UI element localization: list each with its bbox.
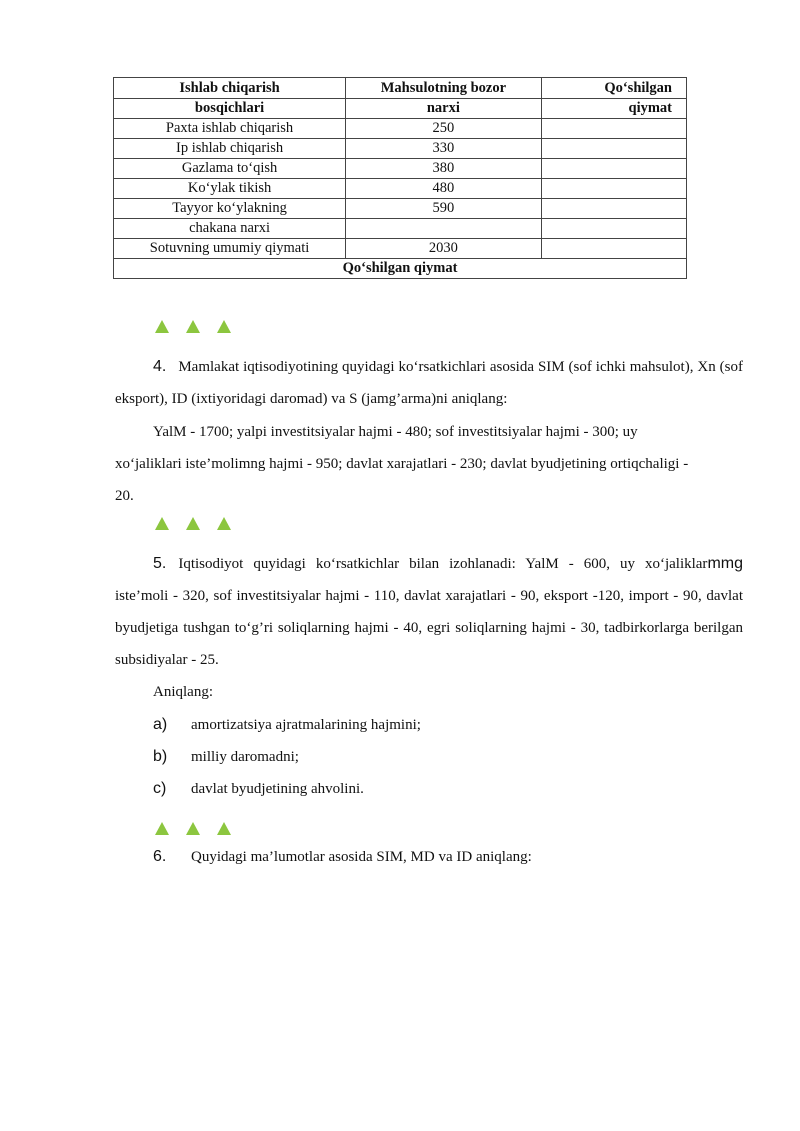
list-item: [153, 773, 364, 805]
table-cell: 330: [346, 139, 542, 159]
table-cell: Paxta ishlab chiqarish: [114, 119, 346, 139]
table-header-cell: Mahsulotning bozor: [346, 78, 542, 99]
separator-triangles: [155, 516, 231, 532]
table-cell: Tayyor ko‘ylakning: [114, 199, 346, 219]
value-added-table: [113, 77, 687, 279]
table-cell: [541, 219, 686, 239]
table-cell: 590: [346, 199, 542, 219]
triangle-icon: [217, 822, 231, 835]
list-item-text: davlat byudjetining ahvolini.: [191, 781, 364, 797]
table-header-cell: narxi: [346, 99, 542, 119]
problem-4-data-line: xo‘jaliklari iste’molimng hajmi - 950; davlat xarajatlari - 230; davlat byudjetining ortiqchaligi -: [115, 456, 689, 472]
table-cell: [541, 139, 686, 159]
triangle-icon: [186, 320, 200, 333]
table-cell: Ko‘ylak tikish: [114, 179, 346, 199]
table-footer-cell: Qo‘shilgan qiymat: [114, 259, 687, 279]
problem-statement: iste’moli - 320, sof investitsiyalar hajmi - 110, davlat xarajatlari - 90, eksport -120, import - 90, davlat byudjetiga tushgan to‘g’ri soliqlarning hajmi - 40, egri soliqlarning hajmi - 30, tadbirkorlarga berilgan subsidiyalar - 25.: [115, 588, 743, 668]
list-marker: c): [153, 780, 167, 797]
table-cell: [541, 179, 686, 199]
problem-statement: Quyidagi ma’lumotlar asosida SIM, MD va ID aniqlang:: [191, 849, 532, 865]
table-header-cell: Ishlab chiqarish: [114, 78, 346, 99]
problem-6-text: [153, 841, 532, 873]
table-cell: 480: [346, 179, 542, 199]
table-cell: Ip ishlab chiqarish: [114, 139, 346, 159]
table-cell: [541, 239, 686, 259]
table-header-cell: bosqichlari: [114, 99, 346, 119]
list-item: [153, 741, 299, 773]
table-row: [114, 199, 687, 219]
table-cell: [346, 219, 542, 239]
table-row: [114, 179, 687, 199]
table-cell: Sotuvning umumiy qiymati: [114, 239, 346, 259]
problem-4-data-line: 20.: [115, 488, 134, 504]
table-header-cell: qiymat: [541, 99, 686, 119]
table-header-row: [114, 99, 687, 119]
table-cell: [541, 159, 686, 179]
problem-number: 6.: [153, 848, 167, 865]
table-row: [114, 159, 687, 179]
table-header-cell: Qo‘shilgan: [541, 78, 686, 99]
triangle-icon: [217, 320, 231, 333]
table-cell: chakana narxi: [114, 219, 346, 239]
problem-4-text: [115, 351, 743, 415]
problem-5-ask: Aniqlang:: [153, 684, 213, 700]
table-cell: [541, 199, 686, 219]
table-cell: 380: [346, 159, 542, 179]
triangle-icon: [155, 517, 169, 530]
table-cell: 250: [346, 119, 542, 139]
triangle-icon: [155, 320, 169, 333]
problem-number: 4.: [153, 358, 167, 375]
table-row: [114, 239, 687, 259]
problem-5-text: [115, 548, 743, 676]
separator-triangles: [155, 821, 231, 837]
triangle-icon: [186, 822, 200, 835]
table-row: [114, 119, 687, 139]
table-header-row: [114, 78, 687, 99]
list-marker: a): [153, 716, 168, 733]
table-cell: Gazlama to‘qish: [114, 159, 346, 179]
problem-number: 5.: [153, 555, 167, 572]
triangle-icon: [186, 517, 200, 530]
table-footer-row: [114, 259, 687, 279]
triangle-icon: [217, 517, 231, 530]
problem-statement: Mamlakat iqtisodiyotining quyidagi ko‘rsatkichlari asosida SIM (sof ichki mahsulot), Xn (sof eksport), ID (ixtiyoridagi daromad) va S (jamg’arma)ni aniqlang:: [115, 359, 743, 407]
problem-4-data-line: YalM - 1700; yalpi investitsiyalar hajmi - 480; sof investitsiyalar hajmi - 300; uy: [153, 424, 638, 440]
list-item: [153, 709, 421, 741]
list-item-text: amortizatsiya ajratmalarining hajmini;: [191, 717, 421, 733]
table-row: [114, 139, 687, 159]
problem-statement: Iqtisodiyot quyidagi ko‘rsatkichlar bilan izohlanadi: YalM - 600, uy xo‘jaliklar: [178, 556, 708, 572]
table-cell: 2030: [346, 239, 542, 259]
problem-statement-fragment: mmg: [707, 555, 743, 572]
table-row: [114, 219, 687, 239]
triangle-icon: [155, 822, 169, 835]
table-cell: [541, 119, 686, 139]
list-marker: b): [153, 748, 168, 765]
separator-triangles: [155, 319, 231, 335]
list-item-text: milliy daromadni;: [191, 749, 299, 765]
